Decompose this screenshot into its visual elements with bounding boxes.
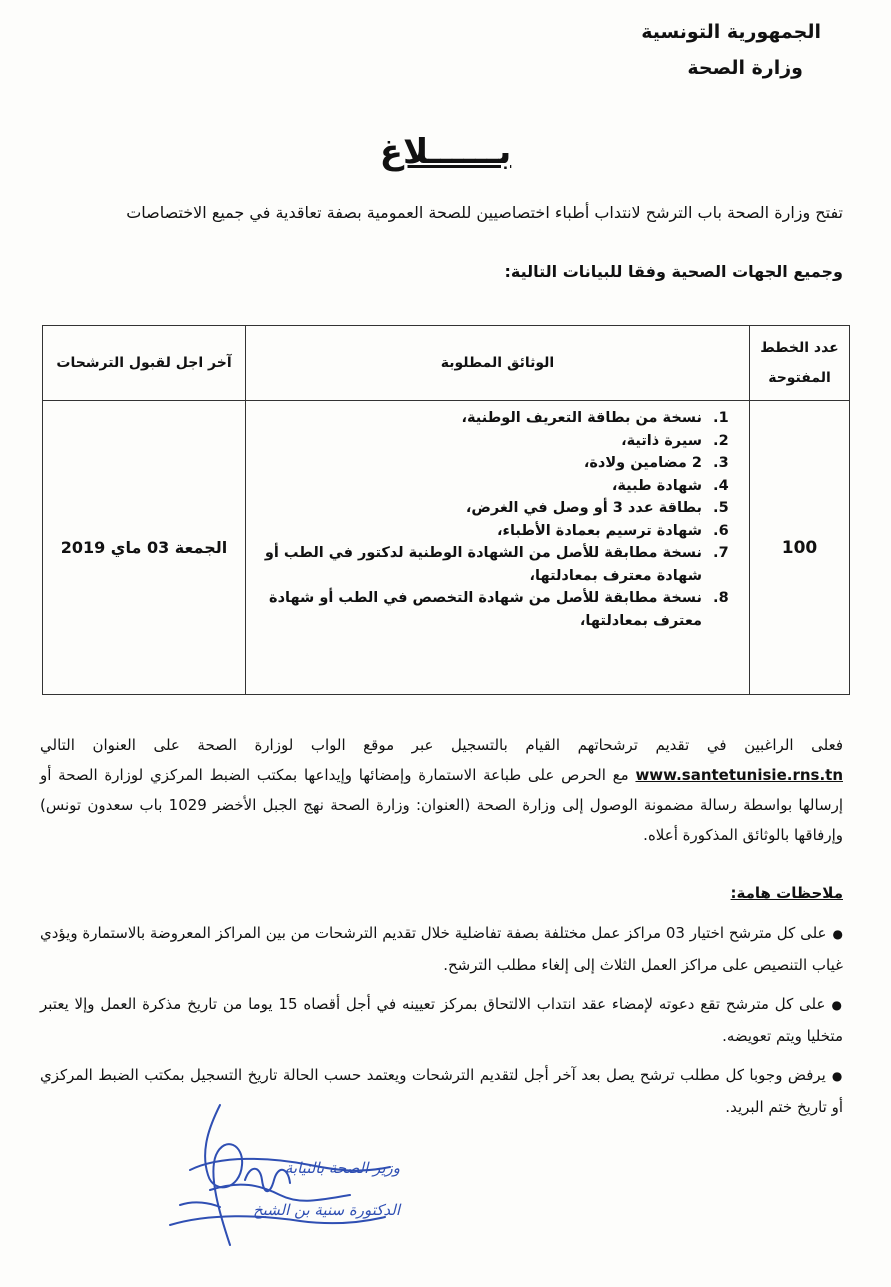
notes-heading: ملاحظات هامة:: [730, 884, 843, 902]
list-item: 3. 2 مضامين ولادة،: [261, 452, 708, 475]
paragraph-part-1: فعلى الراغبين في تقديم ترشحاتهم القيام بالتسجيل عبر موقع الواب لوزارة الصحة على العنوان التالي: [40, 736, 843, 754]
documents-list: [247, 407, 748, 632]
paragraph-part-2: مع الحرص على طباعة الاستمارة وإمضائها وإيداعها بمكتب الضبط المركزي لوزارة الصحة أو إرسالها بواسطة رسالة مضمونة الوصول إلى وزارة الصحة (العنوان: وزارة الصحة نهج الجبل الأخضر 1029 باب سعدون تونس) وإرفاقها بالوثائق المذكورة أعلاه.: [40, 766, 843, 844]
documents-cell: [246, 401, 750, 695]
table-header-row: [43, 326, 850, 401]
bullet-icon: ●: [831, 998, 844, 1012]
list-item: 1. نسخة من بطاقة التعريف الوطنية،: [261, 407, 708, 430]
intro-line-1: تفتح وزارة الصحة باب الترشح لانتداب أطباء اختصاصيين للصحة العمومية بصفة تعاقدية في جميع الاختصاصات: [126, 203, 843, 222]
handwritten-signature: [150, 1095, 410, 1255]
intro-line-2: وجميع الجهات الصحية وفقا للبيانات التالية:: [504, 262, 843, 281]
table-row: [43, 401, 850, 695]
website-link[interactable]: www.santetunisie.rns.tn: [635, 766, 843, 784]
note-text: على كل مترشح اختيار 03 مراكز عمل مختلفة بصفة تفاضلية خلال تقديم الترشحات من بين المراكز المعروضة بالاستمارة ويؤدي غياب التنصيص على مراكز العمل الثلاث إلى إلغاء مطلب الترشح.: [40, 924, 843, 974]
letterhead: [641, 14, 821, 86]
header-count: عدد الخطط المفتوحة: [750, 326, 850, 401]
header-documents: الوثائق المطلوبة: [246, 326, 750, 401]
requirements-table: [42, 325, 850, 695]
application-paragraph: [40, 730, 843, 850]
list-item: 6. شهادة ترسيم بعمادة الأطباء،: [261, 520, 708, 543]
list-item: 4. شهادة طبية،: [261, 475, 708, 498]
list-item: [40, 918, 843, 981]
document-title: بــــــلاغ: [379, 132, 512, 172]
note-text: على كل مترشح تقع دعوته لإمضاء عقد انتداب الالتحاق بمركز تعيينه في أجل أقصاه 15 يوما من تاريخ مذكرة العمل وإلا يعتبر متخليا ويتم تعويضه.: [40, 995, 843, 1045]
ministry-name: وزارة الصحة: [687, 57, 803, 79]
list-item: 7. نسخة مطابقة للأصل من الشهادة الوطنية لدكتور في الطب أو شهادة معترف بمعادلتها،: [261, 542, 708, 587]
list-item: 5. بطاقة عدد 3 أو وصل في الغرض،: [261, 497, 708, 520]
signature-title: وزير الصحة بالنيابة: [284, 1159, 400, 1177]
list-item: 2. سيرة ذاتية،: [261, 430, 708, 453]
republic-name: الجمهورية التونسية: [641, 21, 821, 43]
note-text: يرفض وجوبا كل مطلب ترشح يصل بعد آخر أجل لتقديم الترشحات ويعتمد حسب الحالة تاريخ التسجيل بمكتب الضبط المركزي أو تاريخ ختم البريد.: [40, 1066, 843, 1116]
list-item: 8. نسخة مطابقة للأصل من شهادة التخصص في الطب أو شهادة معترف بمعادلتها،: [261, 587, 708, 632]
list-item: [40, 989, 843, 1052]
positions-count: 100: [750, 401, 850, 695]
header-deadline: آخر اجل لقبول الترشحات: [43, 326, 246, 401]
signature-name: الدكتورة سنية بن الشيخ: [252, 1201, 400, 1219]
bullet-icon: ●: [831, 1069, 843, 1083]
bullet-icon: ●: [832, 927, 844, 941]
deadline-date: الجمعة 03 ماي 2019: [43, 401, 246, 695]
